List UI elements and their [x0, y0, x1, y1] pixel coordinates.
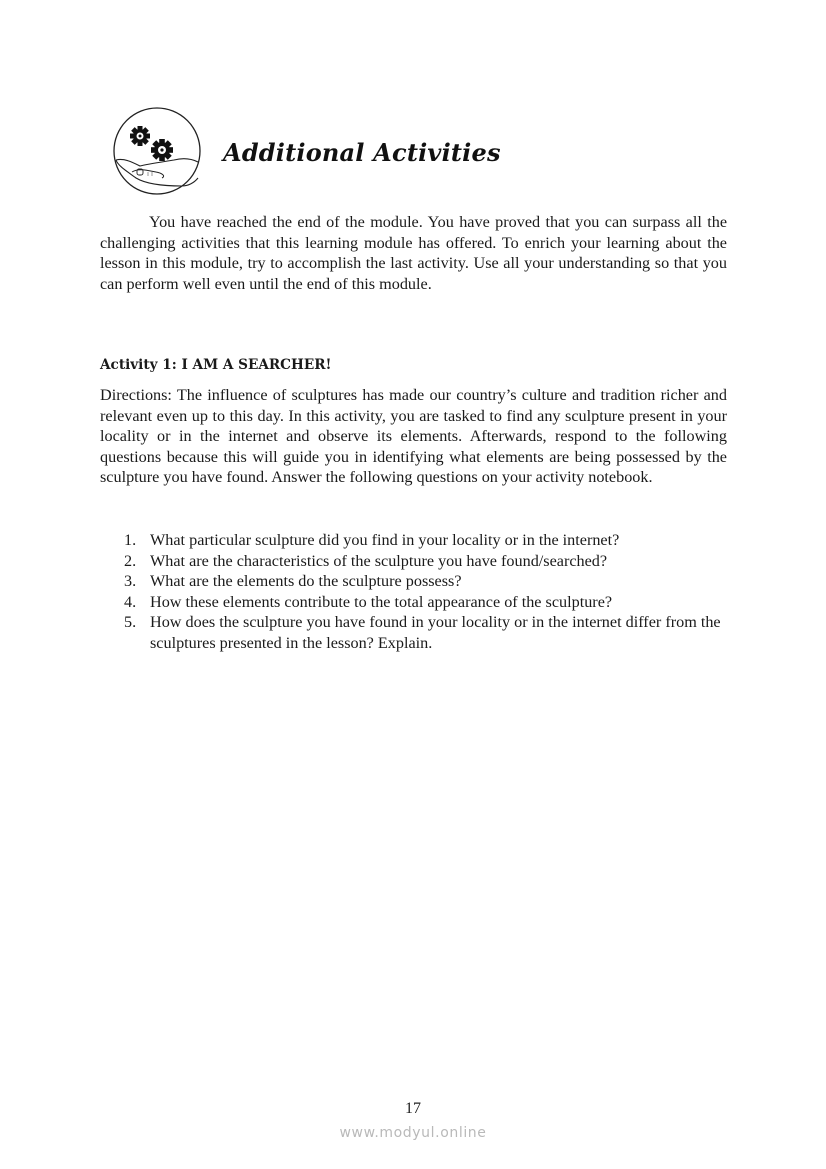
- section-title: Additional Activities: [223, 138, 501, 167]
- question-text: What are the characteristics of the sculpture you have found/searched?: [150, 551, 608, 570]
- question-number: 2.: [124, 551, 137, 570]
- intro-paragraph: [100, 212, 727, 294]
- list-item: [100, 530, 727, 551]
- list-item: [100, 612, 727, 653]
- watermark: www.modyul.online: [339, 1125, 487, 1141]
- section-header: [112, 106, 512, 198]
- activity-title: Activity 1: I AM A SEARCHER!: [100, 357, 332, 373]
- list-item: [100, 571, 727, 592]
- question-text: What particular sculpture did you find in your locality or in the internet?: [150, 531, 620, 549]
- page-number: 17: [405, 1100, 421, 1117]
- question-text: How these elements contribute to the total appearance of the sculpture?: [150, 592, 613, 611]
- question-number: 5.: [124, 613, 137, 632]
- question-list: [100, 530, 727, 654]
- question-text: How does the sculpture you have found in your locality or in the internet differ from the sculptures presented in the lesson? Explain.: [150, 613, 721, 652]
- question-number: 3.: [124, 572, 137, 591]
- gears-on-hand-icon: [112, 106, 202, 196]
- list-item: [100, 551, 727, 572]
- list-item: [100, 592, 727, 613]
- intro-text: You have reached the end of the module. You have proved that you can surpass all the challenging activities that this learning module has offered. To enrich your learning about the lesson in this module, try to accomplish the last activity. Use all your understanding so that you can perform well even until the end of this module.: [100, 213, 727, 293]
- question-number: 1.: [124, 531, 137, 549]
- question-number: 4.: [124, 592, 137, 611]
- activity-directions: Directions: The influence of sculptures has made our country’s culture and tradition richer and relevant even up to this day. In this activity, you are tasked to find any sculpture present in your locality or in the internet and observe its elements. Afterwards, respond to the following questions because this will guide you in identifying what elements are being possessed by the sculpture you have found. Answer the following questions on your activity notebook.: [100, 386, 727, 487]
- question-text: What are the elements do the sculpture possess?: [150, 572, 462, 591]
